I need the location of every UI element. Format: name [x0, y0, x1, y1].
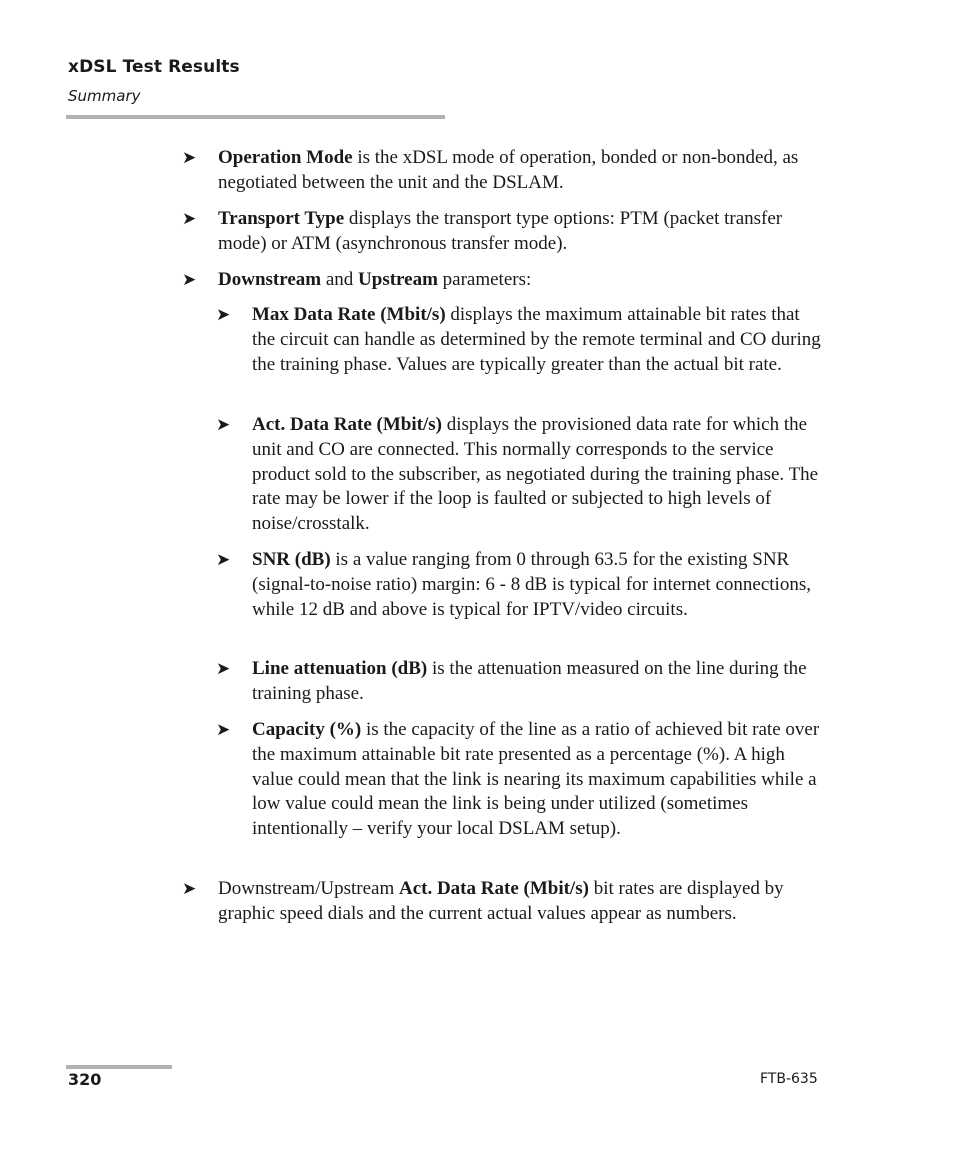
description: is a value ranging from 0 through 63.5 for the existing SNR (signal-to-noise ratio) margin: 6 - 8 dB is typical for internet connections, while 12 dB and above is typical for IPTV/video circuits. [252, 549, 811, 620]
description: bit rates are displayed by graphic speed dials and the current actual values appear as numbers. [218, 878, 784, 924]
description: parameters: [437, 269, 532, 290]
bullet-arrow-icon: ➤ [182, 148, 197, 168]
term: Downstream [218, 269, 322, 290]
description: is the capacity of the line as a ratio of achieved bit rate over the maximum attainable bit rate presented as a percentage (%). A high value could mean that the link is nearing its maximum capabilities while a low value could mean the link is being under utilized (sometimes intentionally – verify your local DSLAM setup). [252, 719, 820, 840]
bullet-operation-mode [182, 146, 818, 196]
bullet-arrow-icon: ➤ [216, 550, 231, 570]
bullet-transport-type [182, 207, 818, 257]
term: Operation Mode [218, 147, 353, 168]
bullet-arrow-icon: ➤ [182, 270, 197, 290]
sub-bullet-max-data-rate [216, 303, 822, 377]
prefix: Downstream/Upstream [218, 878, 399, 899]
section-subtitle: Summary [68, 87, 141, 105]
term: SNR (dB) [252, 549, 331, 570]
term: Line attenuation (dB) [252, 658, 428, 679]
bullet-arrow-icon: ➤ [216, 659, 231, 679]
description: is the attenuation measured on the line during the training phase. [252, 658, 807, 704]
term: Act. Data Rate (Mbit/s) [252, 414, 442, 435]
sub-bullet-line-attenuation [216, 657, 822, 707]
bullet-arrow-icon: ➤ [216, 720, 231, 740]
bullet-arrow-icon: ➤ [216, 415, 231, 435]
bullet-arrow-icon: ➤ [182, 879, 197, 899]
bullet-arrow-icon: ➤ [216, 305, 231, 325]
term: Transport Type [218, 208, 345, 229]
sub-bullet-capacity [216, 718, 822, 842]
section-title: xDSL Test Results [68, 57, 240, 77]
connector: and [321, 269, 359, 290]
term: Max Data Rate (Mbit/s) [252, 304, 446, 325]
term: Capacity (%) [252, 719, 362, 740]
footer-divider [66, 1065, 172, 1069]
description: is the xDSL mode of operation, bonded or non-bonded, as negotiated between the unit and the DSLAM. [218, 147, 799, 193]
bullet-speed-dials [182, 877, 818, 927]
page-number: 320 [68, 1070, 102, 1089]
term-2: Upstream [358, 269, 438, 290]
description: displays the transport type options: PTM (packet transfer mode) or ATM (asynchronous transfer mode). [218, 208, 783, 254]
term: Act. Data Rate (Mbit/s) [398, 878, 589, 899]
description: displays the maximum attainable bit rates that the circuit can handle as determined by the remote terminal and CO during the training phase. Values are typically greater than the actual bit rate. [252, 304, 821, 375]
sub-bullet-snr [216, 548, 822, 622]
bullet-downstream-upstream [182, 268, 818, 293]
header-divider [66, 115, 445, 119]
document-id: FTB-635 [760, 1071, 818, 1087]
bullet-arrow-icon: ➤ [182, 209, 197, 229]
sub-bullet-act-data-rate [216, 413, 822, 537]
description: displays the provisioned data rate for which the unit and CO are connected. This normally corresponds to the service product sold to the subscriber, as negotiated during the training phase. The rate may be lower if the loop is faulted or subjected to high levels of noise/crosstalk. [252, 414, 819, 535]
